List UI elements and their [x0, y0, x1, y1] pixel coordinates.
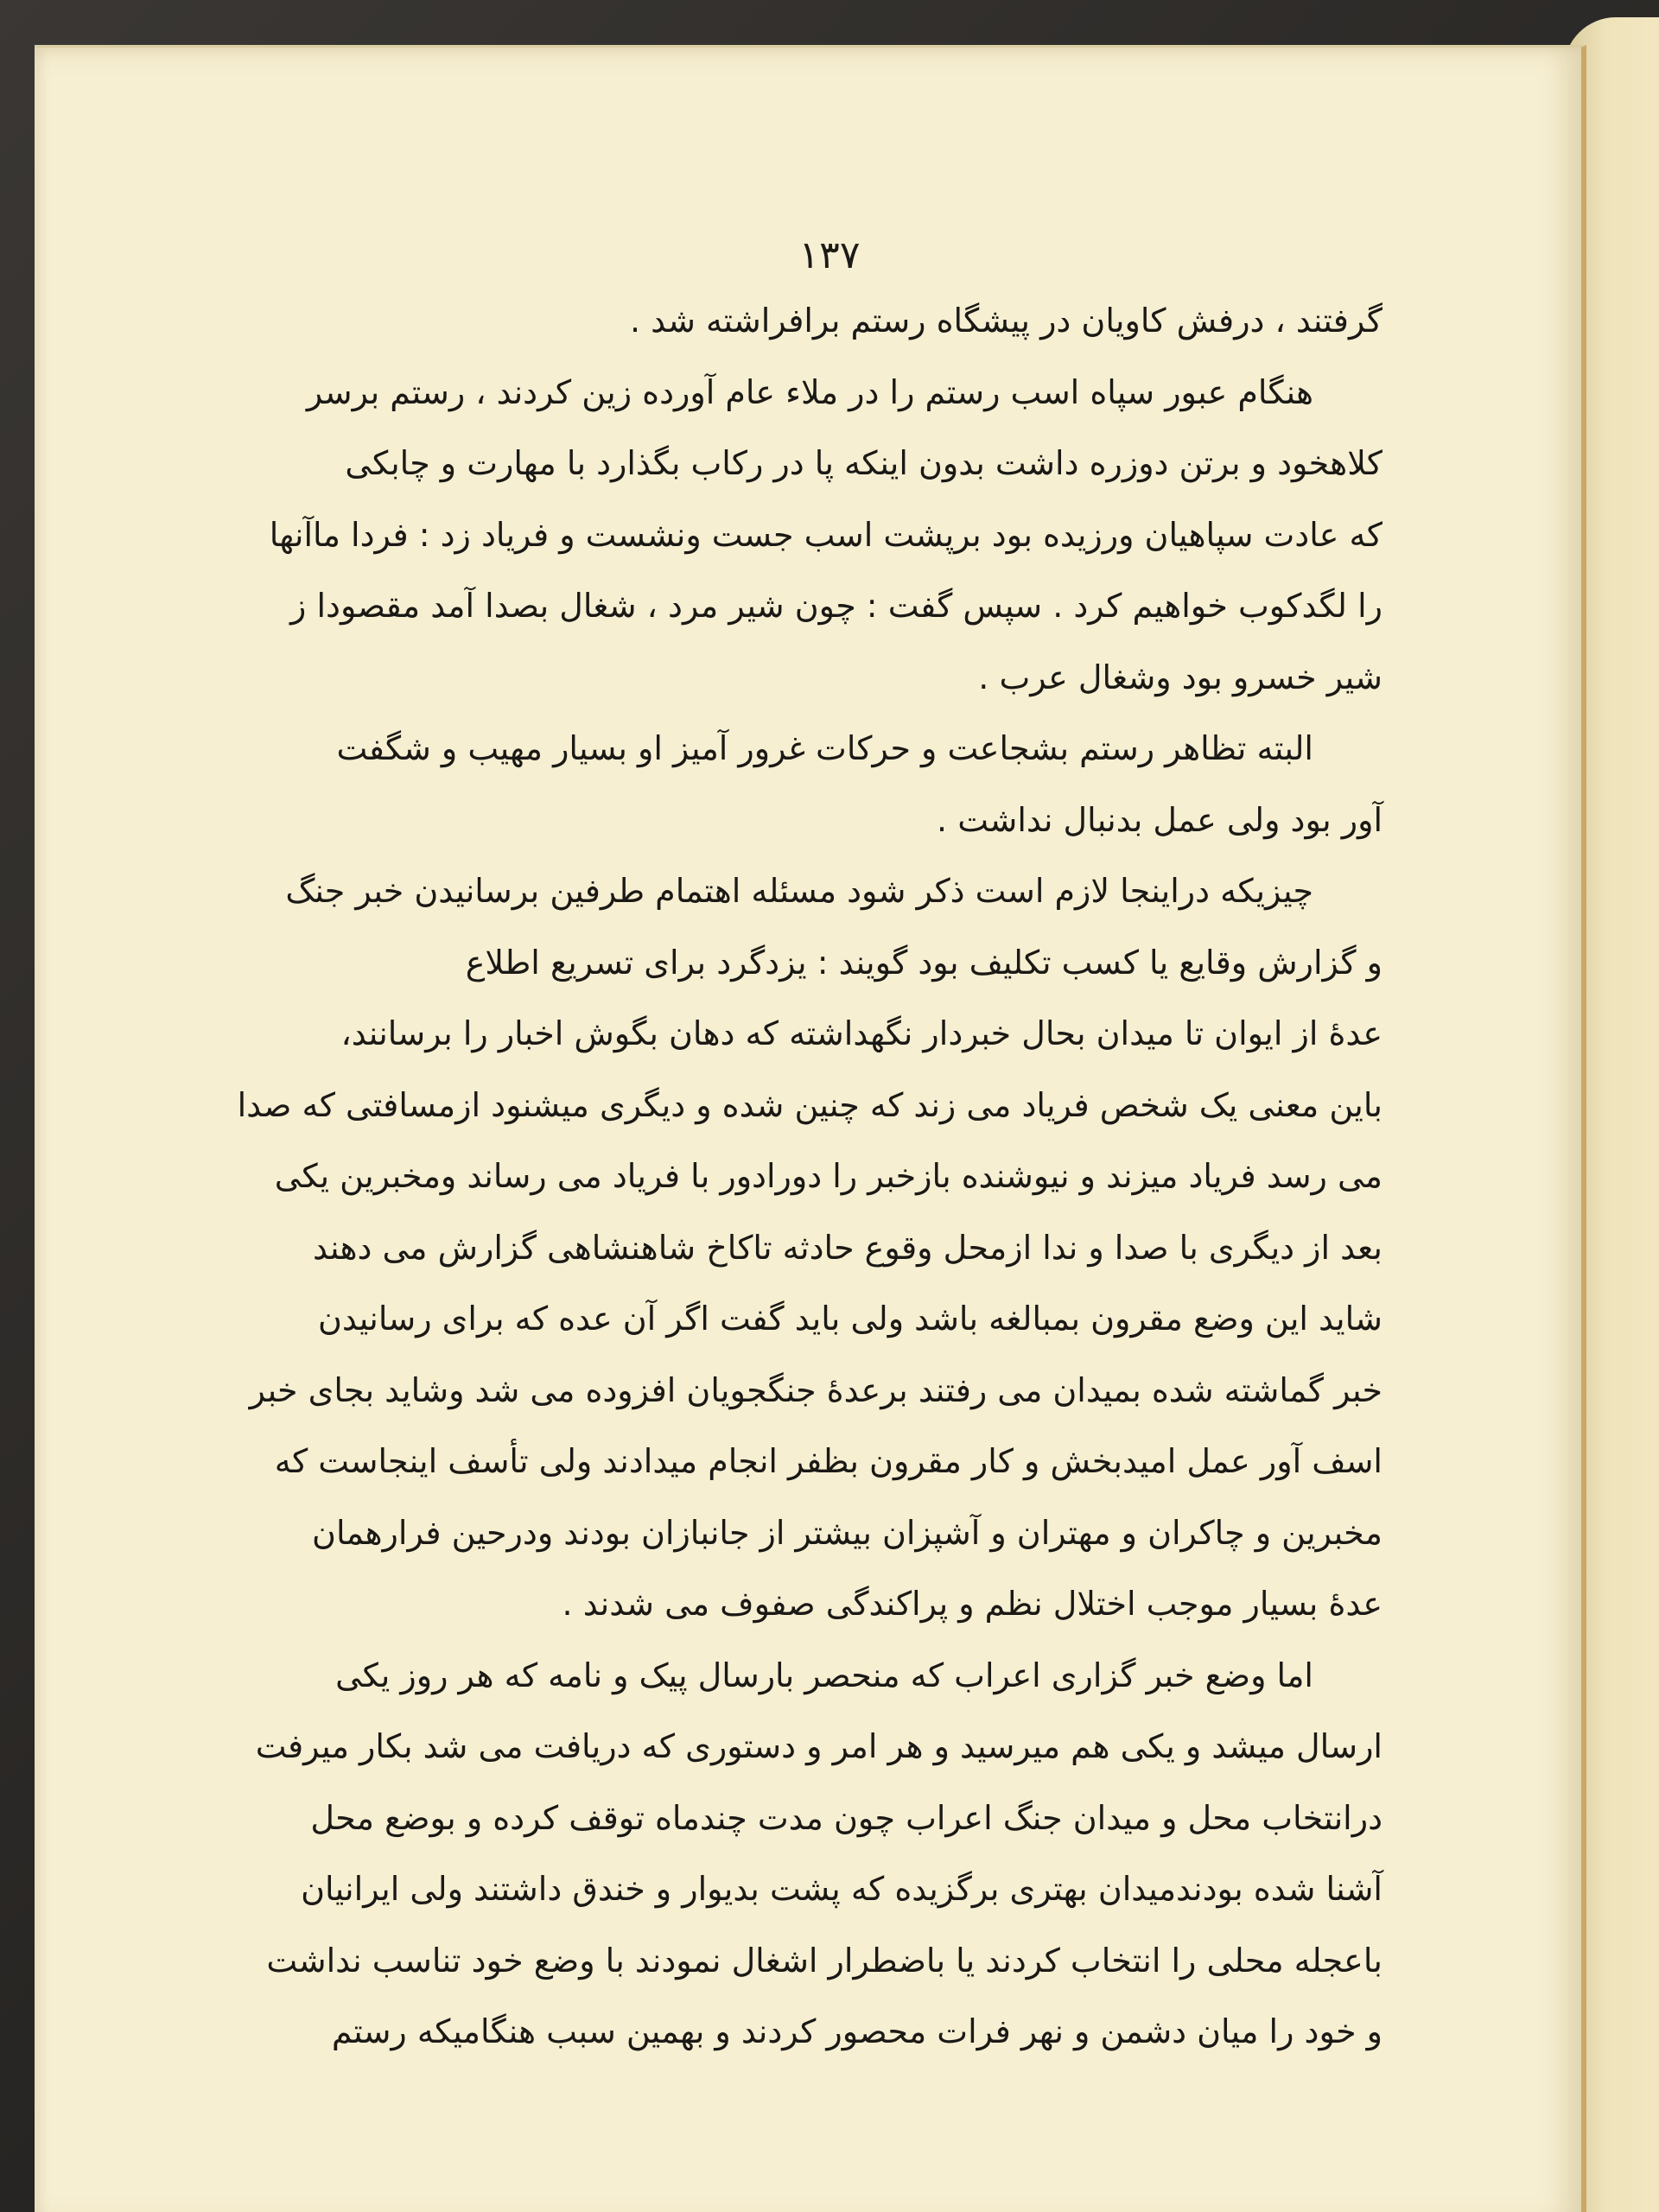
text-line: هنگام عبور سپاه اسب رستم را در ملاء عام آورده زین کردند ، رستم برسر [306, 372, 1313, 411]
text-line: ارسال میشد و یکی هم میرسید و هر امر و دستوری که دریافت می شد بکار میرفت [255, 1727, 1382, 1765]
text-line: شیر خسرو بود وشغال عرب . [978, 658, 1382, 696]
text-line: باین معنی یک شخص فریاد می زند که چنین شده و دیگری میشنود ازمسافتی که صدا [237, 1085, 1382, 1124]
text-line: گرفتند ، درفش کاویان در پیشگاه رستم برافراشته شد . [629, 302, 1382, 340]
text-line: اما وضع خبر گزاری اعراب که منحصر بارسال پیک و نامه که هر روز یکی [335, 1656, 1313, 1694]
text-line: خبر گماشته شده بمیدان می رفتند برعدهٔ جنگجویان افزوده می شد وشاید بجای خبر [249, 1370, 1382, 1409]
text-line: کلاهخود و برتن دوزره داشت بدون اینکه پا در رکاب بگذارد با مهارت و چابکی [345, 444, 1382, 482]
page-number: ١٣٧ [798, 233, 861, 277]
text-line: می رسد فریاد میزند و نیوشنده بازخبر را دورادور با فریاد می رساند ومخبرین یکی [274, 1157, 1382, 1195]
text-line: و خود را میان دشمن و نهر فرات محصور کردند و بهمین سبب هنگامیکه رستم [331, 2012, 1382, 2050]
text-line: عدهٔ از ایوان تا میدان بحال خبردار نگهداشته که دهان بگوش اخبار را برسانند، [340, 1014, 1382, 1052]
text-line: آور بود ولی عمل بدنبال نداشت . [937, 800, 1382, 839]
text-line: البته تظاهر رستم بشجاعت و حرکات غرور آمیز او بسیار مهیب و شگفت [336, 729, 1313, 767]
text-line: اسف آور عمل امیدبخش و کار مقرون بظفر انجام میدادند ولی تأسف اینجاست که [274, 1442, 1382, 1480]
text-line: باعجله محلی را انتخاب کردند یا باضطرار اشغال نمودند با وضع خود تناسب نداشت [266, 1941, 1382, 1980]
text-line: مخبرین و چاکران و مهتران و آشپزان بیشتر از جانبازان بودند ودرحین فرارهمان [312, 1513, 1382, 1552]
text-line: آشنا شده بودندمیدان بهتری برگزیده که پشت بدیوار و خندق داشتند ولی ایرانیان [301, 1870, 1382, 1908]
text-line: و گزارش وقایع یا کسب تکلیف بود گویند : یزدگرد برای تسریع اطلاع [465, 943, 1382, 982]
text-line: بعد از دیگری با صدا و ندا ازمحل وقوع حادثه تاکاخ شاهنشاهی گزارش می دهند [313, 1228, 1382, 1267]
body-text [173, 285, 1382, 2068]
text-line: چیزیکه دراینجا لازم است ذکر شود مسئله اهتمام طرفین برسانیدن خبر جنگ [285, 872, 1313, 910]
text-line: که عادت سپاهیان ورزیده بود برپشت اسب جست ونشست و فریاد زد : فردا ماآنها [269, 515, 1382, 554]
text-line: درانتخاب محل و میدان جنگ اعراب چون مدت چندماه توقف کرده و بوضع محل [310, 1798, 1382, 1837]
text-line: شاید این وضع مقرون بمبالغه باشد ولی باید گفت اگر آن عده که برای رسانیدن [317, 1300, 1382, 1338]
text-line: را لگدکوب خواهیم کرد . سپس گفت : چون شیر مرد ، شغال بصدا آمد مقصودا ز [290, 587, 1382, 625]
text-line: عدهٔ بسیار موجب اختلال نظم و پراکندگی صفوف می شدند . [562, 1585, 1382, 1623]
